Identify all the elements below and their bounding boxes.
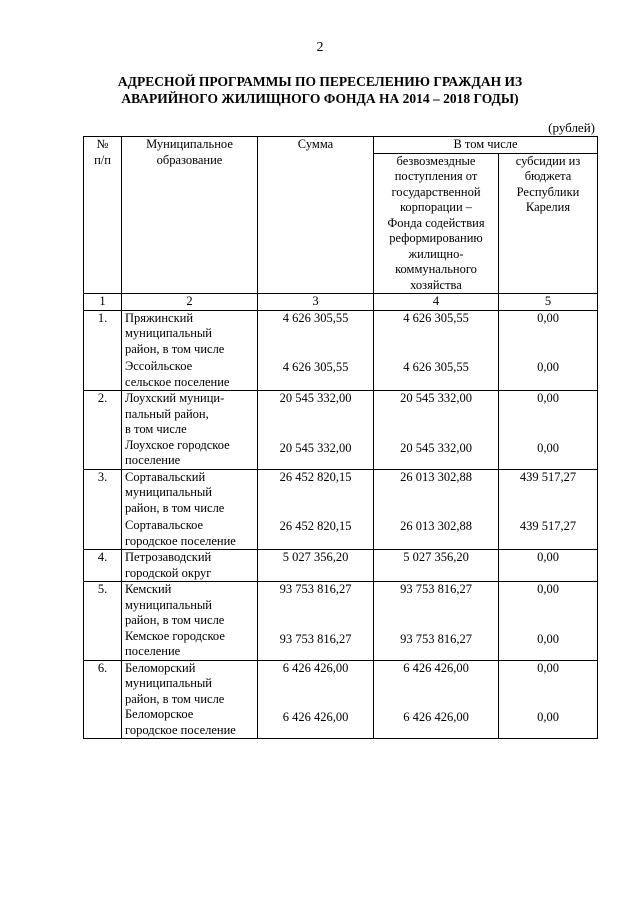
municipality-cell: Беломорский муниципальный район, в том числе Беломорское городское поселение	[122, 660, 258, 739]
subsidy-cell: 439 517,27 439 517,27	[499, 469, 598, 550]
municipality-cell: Петрозаводский городской округ	[122, 550, 258, 582]
header-sum: Сумма	[258, 137, 374, 294]
municipality-cell: Лоухский муници- пальный район, в том числе Лоухское городское поселение	[122, 391, 258, 470]
table-row	[84, 469, 598, 550]
page-number: 2	[316, 40, 324, 55]
table-row	[84, 550, 598, 582]
sum-cell: 93 753 816,27 93 753 816,27	[258, 582, 374, 661]
fund-cell: 6 426 426,00 6 426 426,00	[374, 660, 499, 739]
column-number-row	[84, 294, 598, 311]
table-row	[84, 582, 598, 661]
sum-cell: 4 626 305,55 4 626 305,55	[258, 310, 374, 391]
document-title	[40, 73, 600, 107]
header-subsidy: субсидии из бюджета Республики Карелия	[499, 153, 598, 294]
column-number: 4	[374, 294, 499, 311]
header-including: В том числе	[374, 137, 598, 154]
sum-cell: 5 027 356,20	[258, 550, 374, 582]
row-number: 6.	[84, 660, 122, 739]
table-row	[84, 660, 598, 739]
fund-cell: 26 013 302,88 26 013 302,88	[374, 469, 499, 550]
column-number: 1	[84, 294, 122, 311]
header-municipality: Муниципальное образование	[122, 137, 258, 294]
title-line: АДРЕСНОЙ ПРОГРАММЫ ПО ПЕРЕСЕЛЕНИЮ ГРАЖДАН ИЗ	[117, 74, 523, 89]
subsidy-cell: 0,00 0,00	[499, 391, 598, 470]
row-number: 5.	[84, 582, 122, 661]
sum-cell: 26 452 820,15 26 452 820,15	[258, 469, 374, 550]
row-number: 1.	[84, 310, 122, 391]
fund-cell: 93 753 816,27 93 753 816,27	[374, 582, 499, 661]
fund-cell: 20 545 332,00 20 545 332,00	[374, 391, 499, 470]
program-table	[83, 136, 598, 739]
subsidy-cell: 0,00	[499, 550, 598, 582]
fund-cell: 5 027 356,20	[374, 550, 499, 582]
table-row	[84, 310, 598, 391]
municipality-cell: Пряжинский муниципальный район, в том числе Эссойльское сельское поселение	[122, 310, 258, 391]
municipality-cell: Сортавальский муниципальный район, в том числе Сортавальское городское поселение	[122, 469, 258, 550]
unit-label: (рублей)	[548, 120, 595, 135]
subsidy-cell: 0,00 0,00	[499, 660, 598, 739]
column-number: 2	[122, 294, 258, 311]
subsidy-cell: 0,00 0,00	[499, 310, 598, 391]
column-number: 3	[258, 294, 374, 311]
column-number: 5	[499, 294, 598, 311]
header-fund: безвозмездные поступления от государственной корпорации – Фонда содействия реформированию жилищно- коммунального хозяйства	[374, 153, 499, 294]
subsidy-cell: 0,00 0,00	[499, 582, 598, 661]
header-row	[84, 137, 598, 154]
table-row	[84, 391, 598, 470]
row-number: 2.	[84, 391, 122, 470]
title-line: АВАРИЙНОГО ЖИЛИЩНОГО ФОНДА НА 2014 – 2018 ГОДЫ)	[121, 91, 519, 106]
municipality-cell: Кемский муниципальный район, в том числе Кемское городское поселение	[122, 582, 258, 661]
header-num: № п/п	[84, 137, 122, 294]
fund-cell: 4 626 305,55 4 626 305,55	[374, 310, 499, 391]
sum-cell: 20 545 332,00 20 545 332,00	[258, 391, 374, 470]
row-number: 3.	[84, 469, 122, 550]
row-number: 4.	[84, 550, 122, 582]
sum-cell: 6 426 426,00 6 426 426,00	[258, 660, 374, 739]
